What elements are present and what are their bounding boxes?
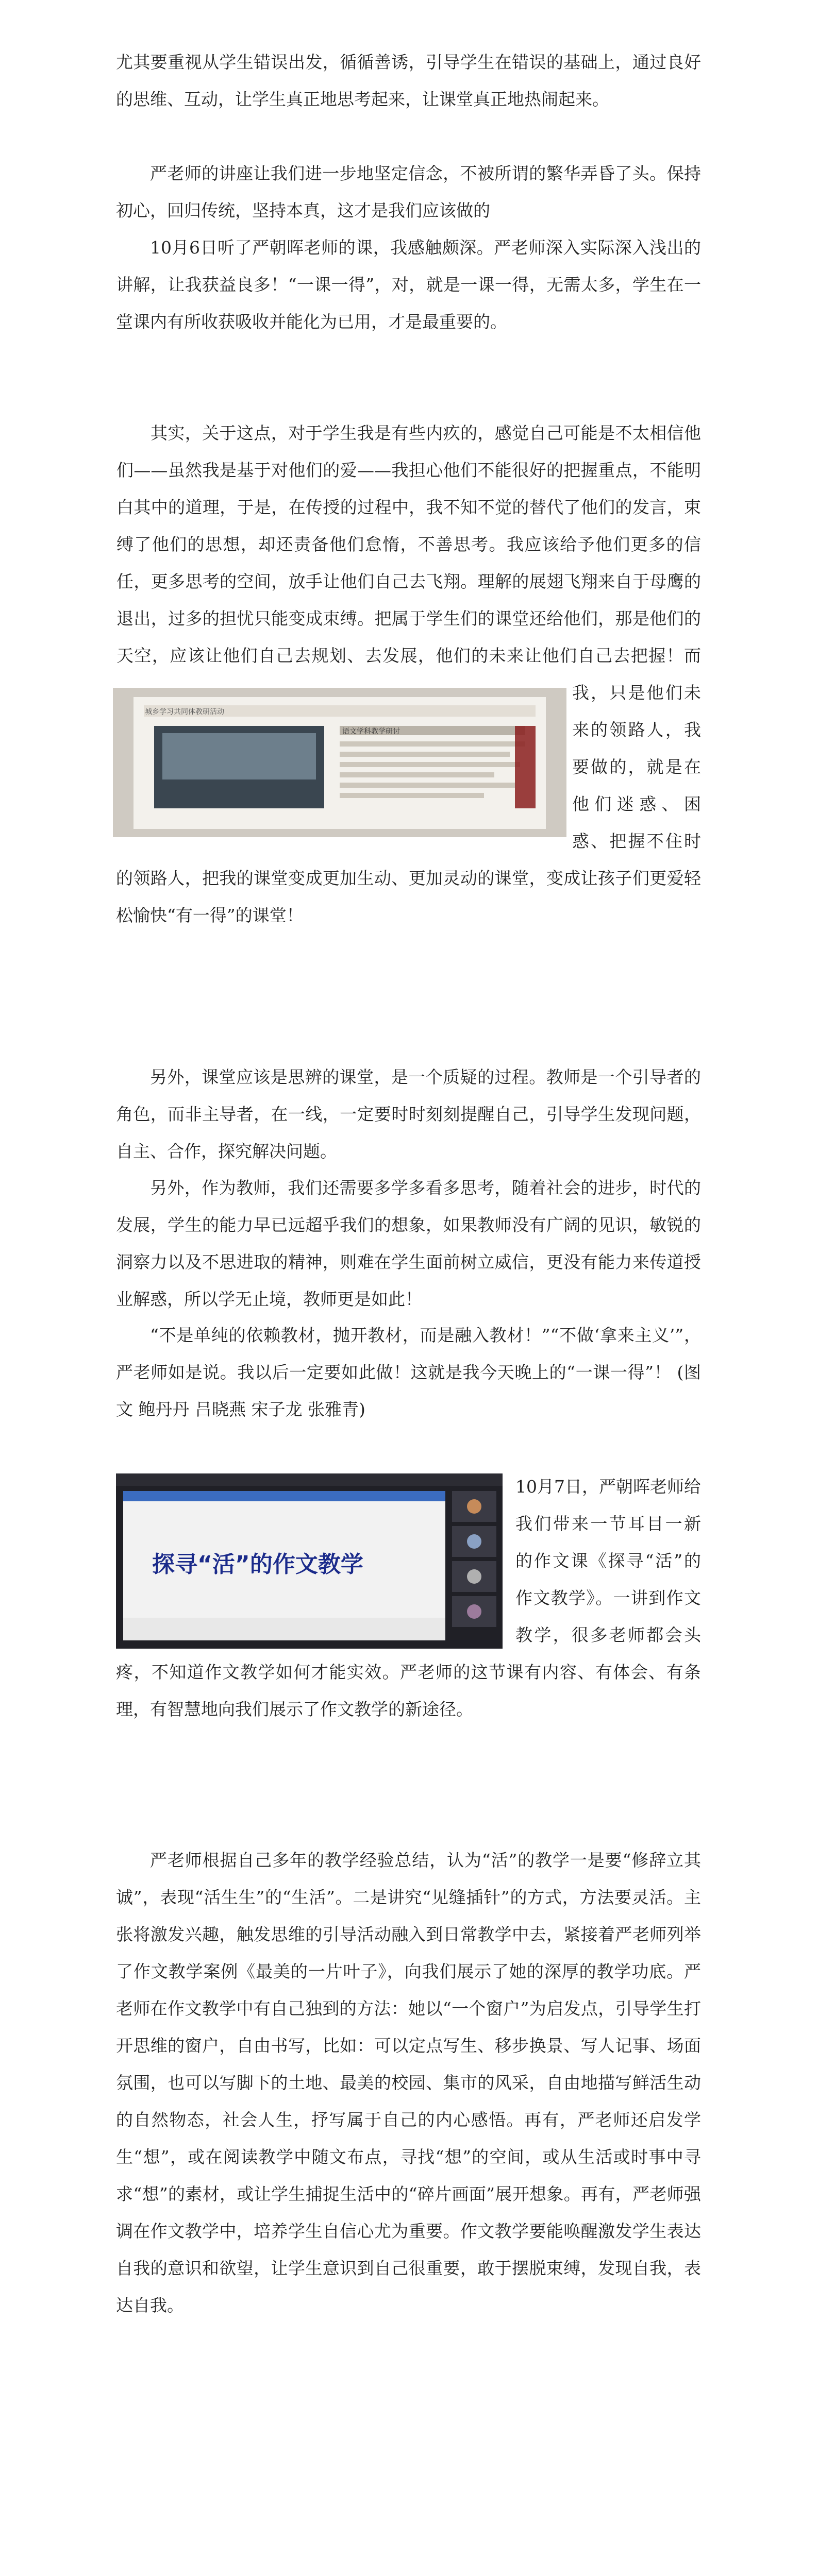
- paragraph-writing-lecture-text: 10月7日，严朝晖老师给我们带来一节耳目一新的作文课《探寻“活”的作文教学》。一讲到作文教学，很多老师都会头疼，不知道作文教学如何才能实效。严老师的这节课有内容、有体会、有条理，有智慧地向我们展示了作文教学的新途径。: [116, 1477, 701, 1719]
- online-lecture-title: 探寻“活”的作文教学: [152, 1551, 363, 1578]
- paragraph-writing-lecture-intro: [116, 1468, 701, 1728]
- paragraph-keep-learning: 另外，作为教师，我们还需要多学多看多思考，随着社会的进步，时代的发展，学生的能力早已远超乎我们的想象，如果教师没有广阔的见识，敏锐的洞察力以及不思进取的精神，则难在学生面前树立威信，更没有能力来传道授业解惑，所以学无止境，教师更是如此！: [116, 1178, 701, 1309]
- paragraph-questioning: 另外，课堂应该是思辨的课堂，是一个质疑的过程。教师是一个引导者的角色，而非主导者，在一线，一定要时时刻刻提醒自己，引导学生发现问题，自主、合作，探究解决问题。: [116, 1067, 701, 1161]
- paragraph-one-lesson-one-gain: 10月6日听了严朝晖老师的课，我感触颇深。严老师深入实际深入浅出的讲解，让我获益良多！“一课一得”，对，就是一课一得，无需太多，学生在一堂课内有所收获吸收并能化为已用，才是最重要的。: [116, 238, 701, 332]
- paragraph-trust-students: [116, 415, 701, 934]
- lecture-screenshot-banner: 语文学科教学研讨: [342, 727, 400, 736]
- wrap-spacer-video: [116, 1468, 515, 1654]
- paragraph-living-writing: 严老师根据自己多年的教学经验总结，认为“活”的教学一是要“修辞立其诚”，表现“活生生”的“生活”。二是讲究“见缝插针”的方式，方法要灵活。主张将激发兴趣，触发思维的引导活动融入到日常教学中去，紧接着严老师列举了作文教学案例《最美的一片叶子》，向我们展示了她的深厚的教学功底。严老师在作文教学中有自己独到的方法：她以“一个窗户”为启发点，引导学生打开思维的窗户，自由书写，比如：可以定点写生、移步换景、写人记事、场面氛围，也可以写脚下的土地、最美的校园、集市的风采，自由地描写鲜活生动的自然物态，社会人生，抒写属于自己的内心感悟。再有，严老师还启发学生“想”，或在阅读教学中随文布点，寻找“想”的空间，或从生活或时事中寻求“想”的素材，或让学生捕捉生活中的“碎片画面”展开想象。再有，严老师强调在作文教学中，培养学生自信心尤为重要。作文教学要能唤醒激发学生表达自我的意识和欲望，让学生意识到自己很重要，敢于摆脱束缚，发现自我，表达自我。: [116, 1850, 701, 2315]
- paragraph-keep-faith: 严老师的讲座让我们进一步地坚定信念，不被所谓的繁华弄昏了头。保持初心，回归传统，坚持本真，这才是我们应该做的: [116, 163, 701, 221]
- paragraph-trust-students-text: 其实，关于这点，对于学生我是有些内疚的，感觉自己可能是不太相信他们——虽然我是基于对他们的爱——我担心他们不能很好的把握重点，不能明白其中的道理，于是，在传授的过程中，我不知不觉的替代了他们的发言，束缚了他们的思想，却还责备他们怠惰，不善思考。我应该给予他们更多的信任，更多思考的空间，放手让他们自己去飞翔。理解的展翅飞翔来自于母鹰的退出，过多的担忧只能变成束缚。把属于学生们的课堂还给他们，那是他们的天空，应该让他们自己去规划、去发展，他们的未来让他们自己去把握！而我，只是他们未来的领路人，我要做的，就是在他们迷惑、困惑、把握不住时的领路人，把我的课堂变成更加生动、更加灵动的课堂，变成让孩子们更爱轻松愉快“有一得”的课堂！: [116, 423, 701, 925]
- caption-authors-1: (图文 鲍丹丹 吕晓燕 宋子龙 张雅青): [116, 1362, 701, 1419]
- lecture-screenshot-header: 城乡学习共同体教研活动: [145, 708, 224, 716]
- paragraph-error-guidance: 尤其要重视从学生错误出发，循循善诱，引导学生在错误的基础上，通过良好的思维、互动，让学生真正地思考起来，让课堂真正地热闹起来。: [116, 52, 701, 109]
- paragraph-integrate-textbook-text: “不是单纯的依赖教材，抛开教材，而是融入教材！”“不做‘拿来主义’”，严老师如是说。我以后一定要如此做！这就是我今天晚上的“一课一得”！: [116, 1325, 701, 1382]
- lecture-screenshot-photo: [113, 688, 566, 837]
- paragraph-integrate-textbook: [116, 1317, 701, 1428]
